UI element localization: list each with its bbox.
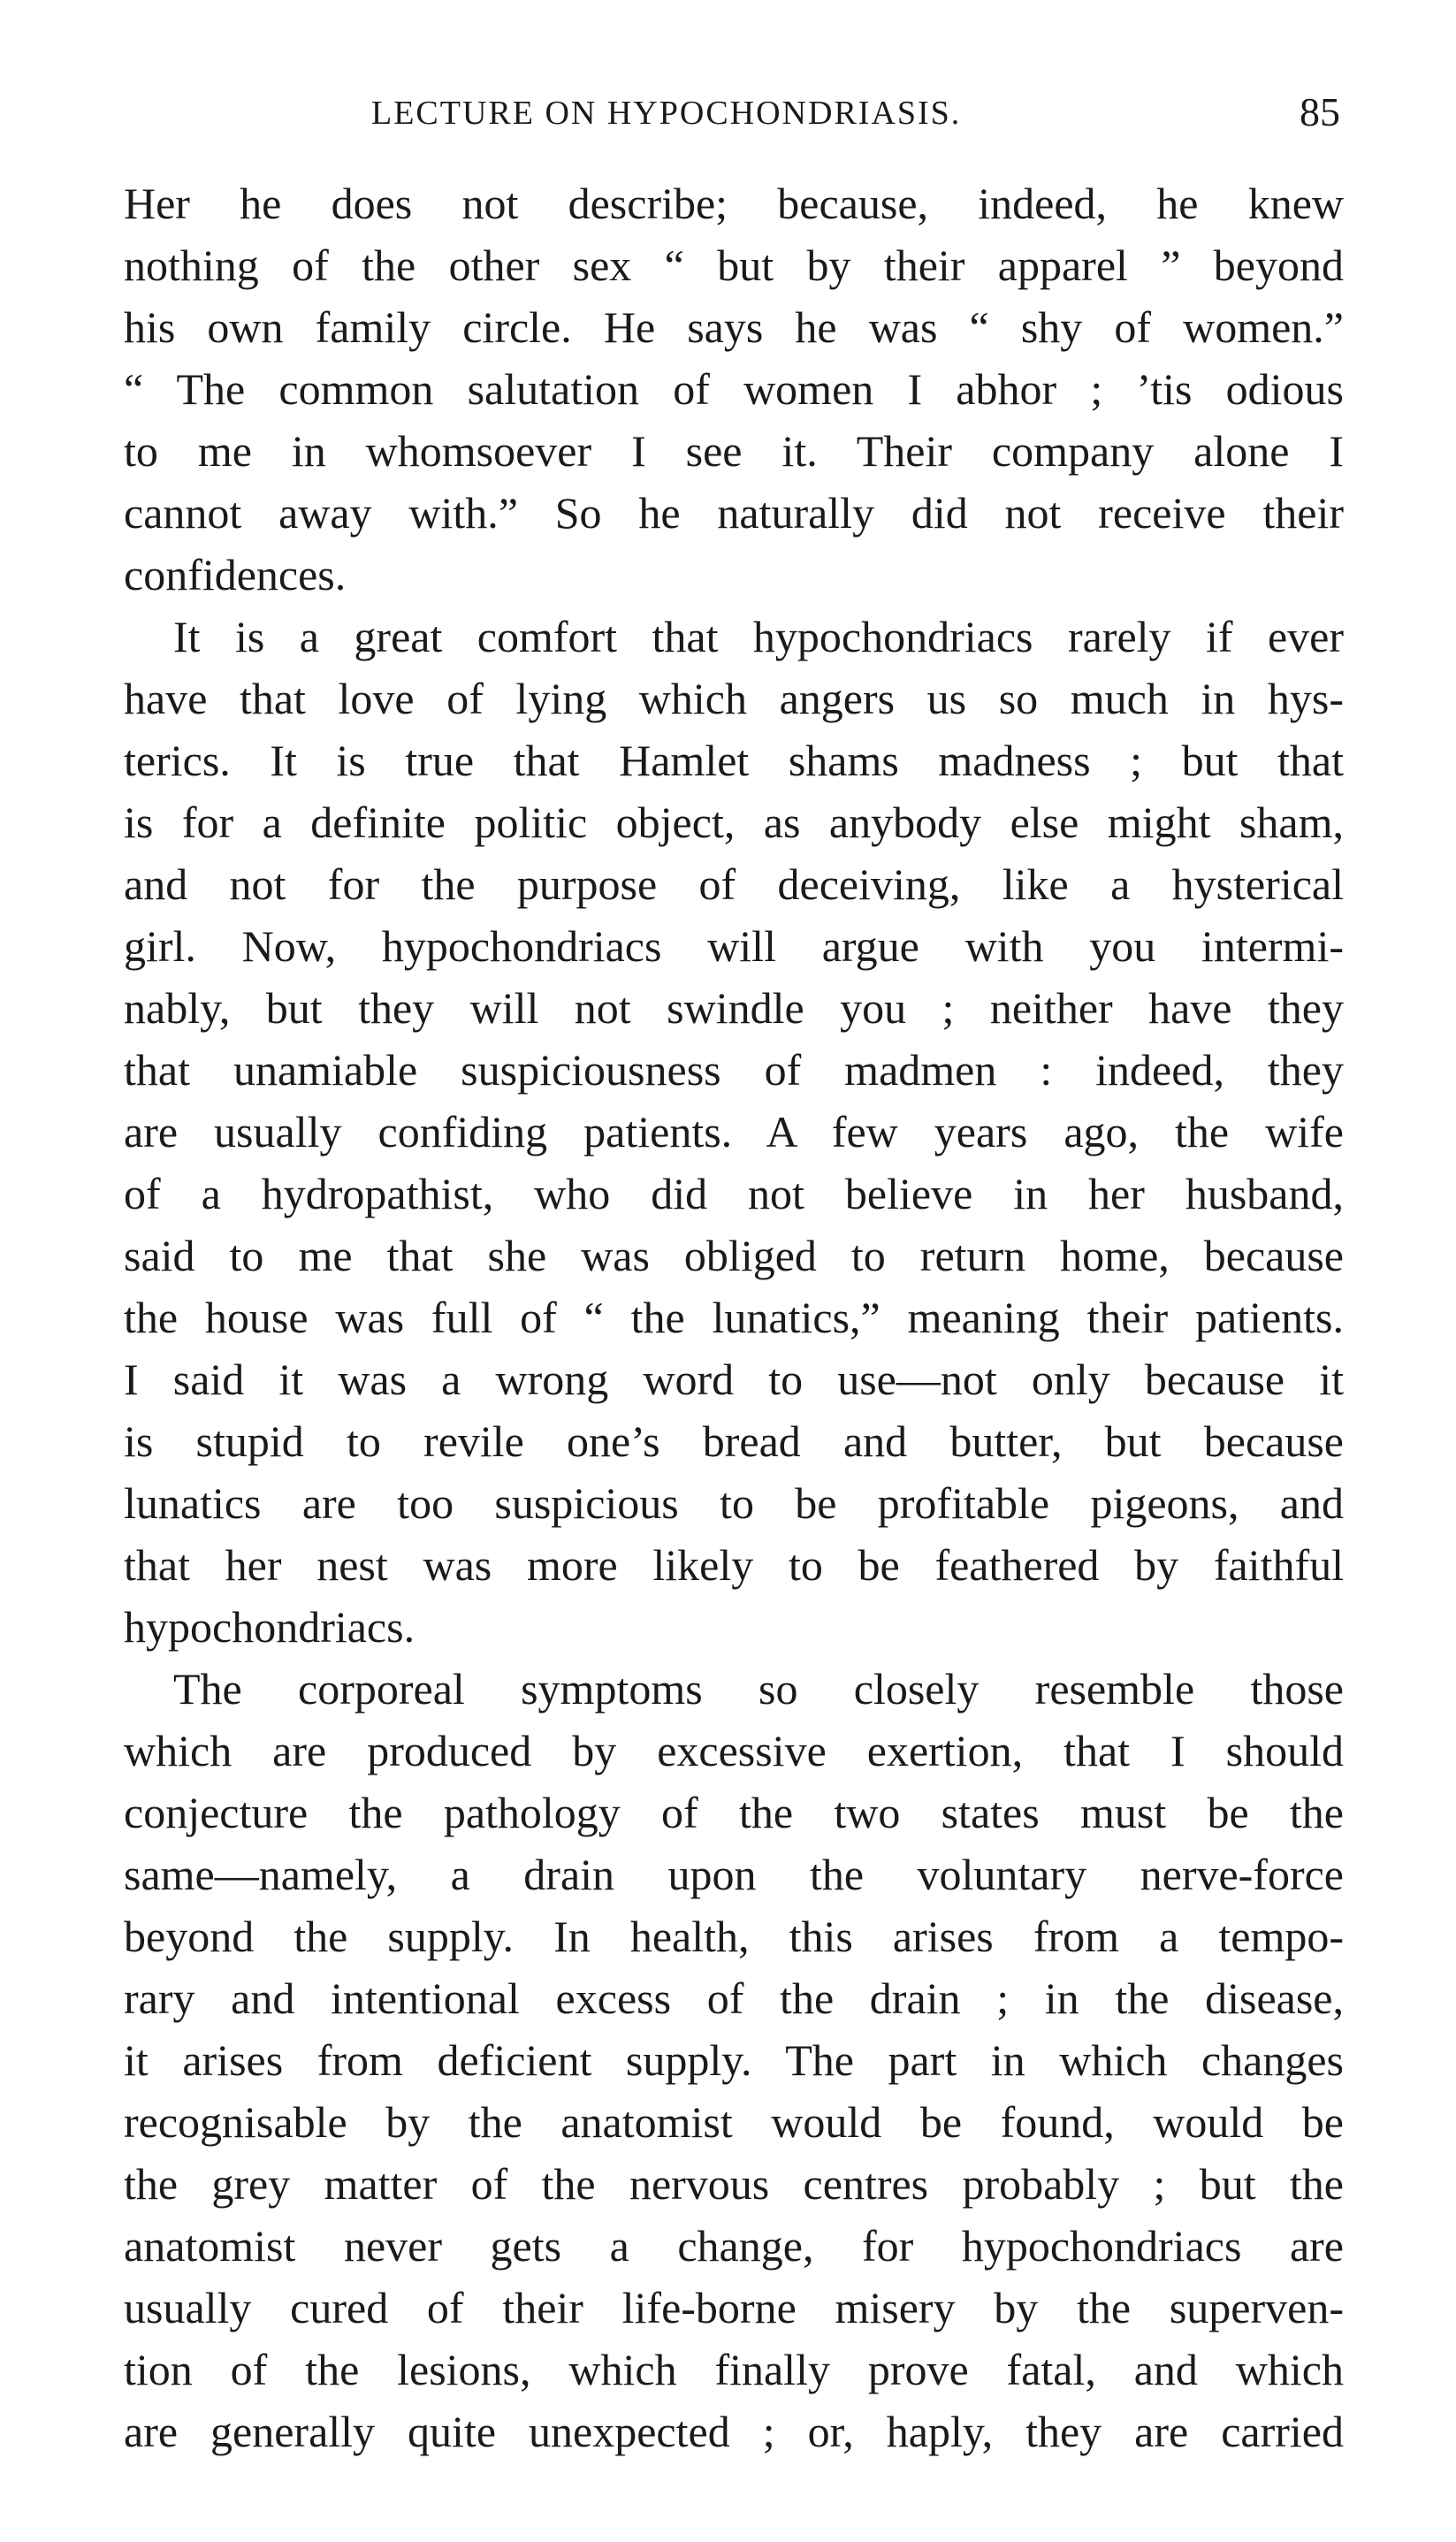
text-line: same—namely, a drain upon the voluntary nerve-force	[124, 1850, 1344, 1899]
text-line: nably, but they will not swindle you ; neither have they	[124, 983, 1344, 1033]
text-line: nothing of the other sex “ but by their apparel ” beyond	[124, 240, 1344, 290]
text-line: that her nest was more likely to be feathered by faithful	[124, 1540, 1344, 1590]
text-line: his own family circle. He says he was “ shy of women.”	[124, 302, 1344, 352]
text-line: which are produced by excessive exertion, that I should	[124, 1726, 1344, 1775]
text-line: and not for the purpose of deceiving, like a hysterical	[124, 859, 1344, 909]
text-line: lunatics are too suspicious to be profitable pigeons, and	[124, 1478, 1344, 1528]
text-line: girl. Now, hypochondriacs will argue with you intermi-	[124, 921, 1344, 971]
text-line: are usually confiding patients. A few years ago, the wife	[124, 1107, 1344, 1156]
text-line: usually cured of their life-borne misery by the superven-	[124, 2283, 1344, 2332]
text-line: cannot away with.” So he naturally did not receive their	[124, 488, 1344, 538]
text-line: It is a great comfort that hypochondriacs rarely if ever	[173, 612, 1344, 661]
body-text	[124, 172, 1344, 2462]
text-line: that unamiable suspiciousness of madmen : indeed, they	[124, 1045, 1344, 1095]
text-line: it arises from deficient supply. The part in which changes	[124, 2035, 1344, 2085]
text-line: terics. It is true that Hamlet shams madness ; but that	[124, 736, 1344, 785]
text-line: I said it was a wrong word to use—not only because it	[124, 1355, 1344, 1404]
running-head	[124, 88, 1344, 141]
text-line: rary and intentional excess of the drain ; in the disease,	[124, 1973, 1344, 2023]
text-line: said to me that she was obliged to return home, because	[124, 1231, 1344, 1280]
text-line: to me in whomsoever I see it. Their company alone I	[124, 426, 1344, 476]
text-line: have that love of lying which angers us so much in hys-	[124, 674, 1344, 723]
text-line: tion of the lesions, which finally prove fatal, and which	[124, 2345, 1344, 2394]
text-line: conjecture the pathology of the two states must be the	[124, 1788, 1344, 1837]
text-line: is for a definite politic object, as anybody else might sham,	[124, 798, 1344, 847]
text-line: recognisable by the anatomist would be found, would be	[124, 2097, 1344, 2147]
text-line: The corporeal symptoms so closely resemble those	[173, 1664, 1344, 1714]
text-line: hypochondriacs.	[124, 1602, 415, 1652]
text-line: the house was full of “ the lunatics,” meaning their patients.	[124, 1293, 1344, 1342]
text-line: Her he does not describe; because, indeed, he knew	[124, 179, 1344, 228]
text-line: confidences.	[124, 550, 347, 599]
text-line: of a hydropathist, who did not believe in her husband,	[124, 1169, 1344, 1218]
text-line: anatomist never gets a change, for hypochondriacs are	[124, 2221, 1344, 2271]
text-line: is stupid to revile one’s bread and butter, but because	[124, 1416, 1344, 1466]
text-line: beyond the supply. In health, this arises from a tempo-	[124, 1912, 1344, 1961]
text-line: are generally quite unexpected ; or, haply, they are carried	[124, 2407, 1344, 2456]
page-number: 85	[1300, 89, 1340, 134]
text-line: the grey matter of the nervous centres probably ; but the	[124, 2159, 1344, 2209]
text-line: “ The common salutation of women I abhor ; ’tis odious	[124, 364, 1344, 414]
running-title: LECTURE ON HYPOCHONDRIASIS.	[371, 95, 962, 132]
